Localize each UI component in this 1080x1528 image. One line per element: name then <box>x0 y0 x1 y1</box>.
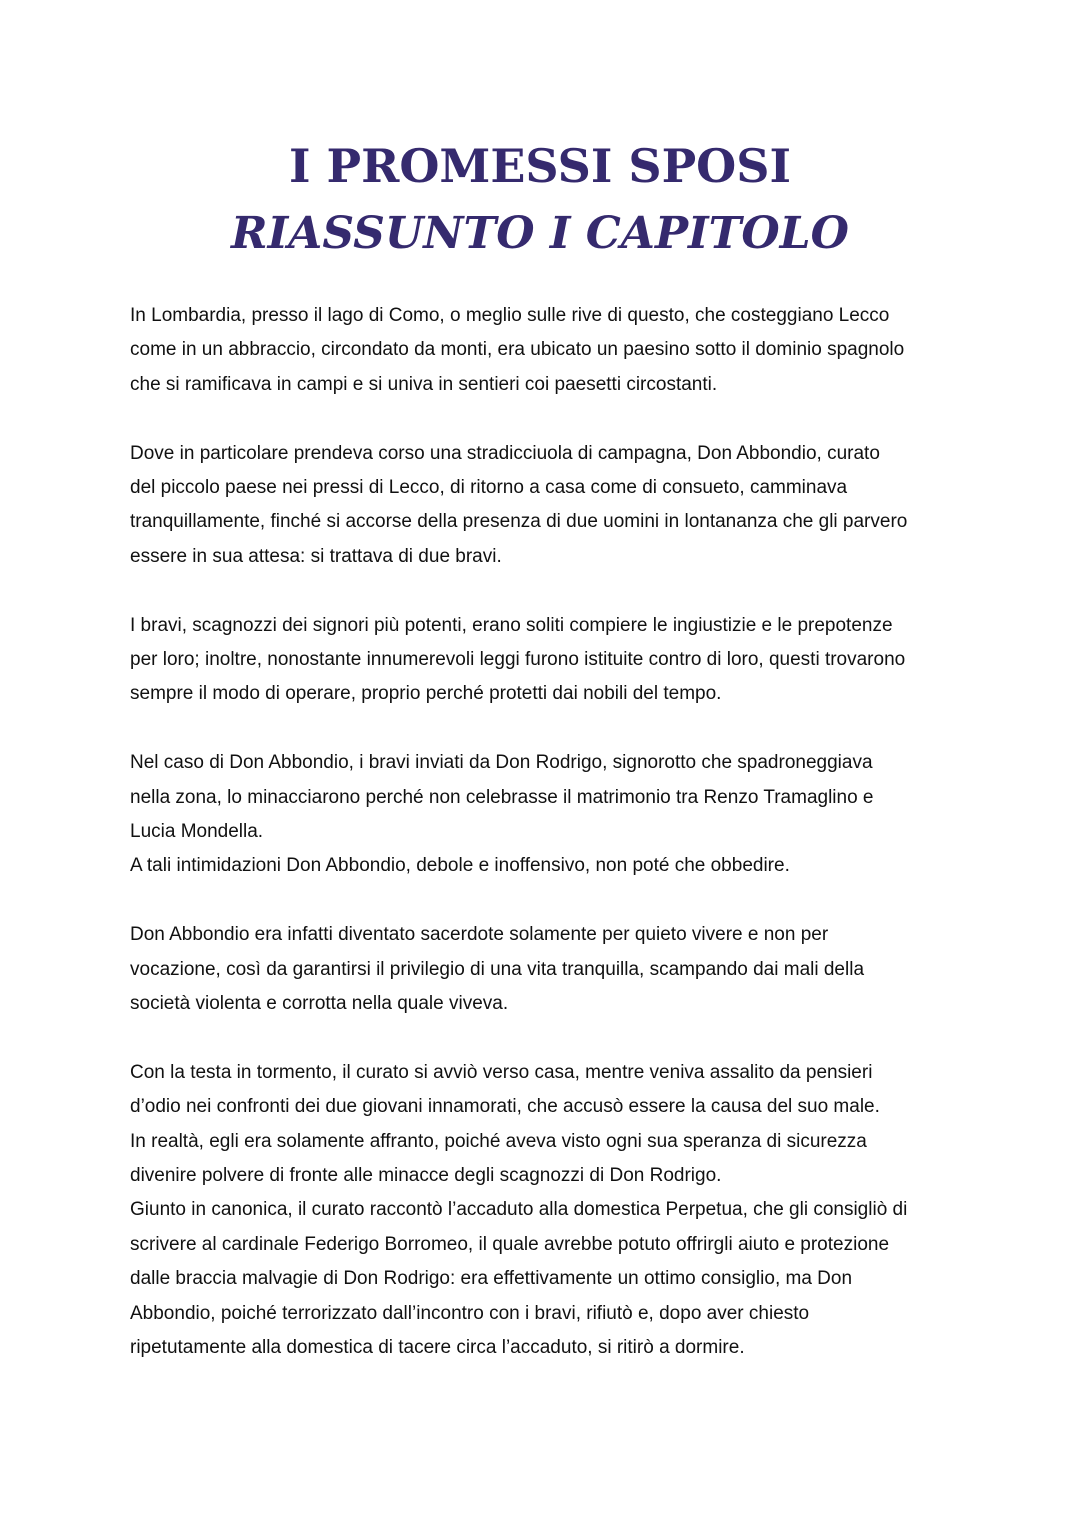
document-title: I PROMESSI SPOSI <box>289 139 791 193</box>
paragraph-line: ripetutamente alla domestica di tacere circa l’accaduto, si ritirò a dormire. <box>130 1337 745 1359</box>
paragraph-line: Nel caso di Don Abbondio, i bravi inviati da Don Rodrigo, signorotto che spadroneggiava <box>130 752 873 774</box>
paragraph-line: del piccolo paese nei pressi di Lecco, di ritorno a casa come di consueto, camminava <box>130 477 848 499</box>
paragraph-line: dalle braccia malvagie di Don Rodrigo: era effettivamente un ottimo consiglio, ma Don <box>130 1268 853 1290</box>
paragraph-line: tranquillamente, finché si accorse della presenza di due uomini in lontananza che gli parvero <box>130 511 908 533</box>
paragraph-line: Con la testa in tormento, il curato si avviò verso casa, mentre veniva assalito da pensieri <box>130 1061 873 1083</box>
paragraph-line: A tali intimidazioni Don Abbondio, debole e inoffensivo, non poté che obbedire. <box>130 855 790 877</box>
paragraph-line: Dove in particolare prendeva corso una stradicciuola di campagna, Don Abbondio, curato <box>130 442 880 464</box>
paragraph-line: d’odio nei confronti dei due giovani innamorati, che accusò essere la causa del suo male. <box>130 1096 880 1118</box>
document-body <box>130 299 960 1400</box>
paragraph-line: sempre il modo di operare, proprio perché protetti dai nobili del tempo. <box>130 683 722 705</box>
paragraph-line: come in un abbraccio, circondato da monti, era ubicato un paesino sotto il dominio spagnolo <box>130 339 905 361</box>
paragraph-1 <box>130 299 960 402</box>
paragraph-line: società violenta e corrotta nella quale viveva. <box>130 993 509 1015</box>
paragraph-5 <box>130 918 960 1021</box>
paragraph-line: nella zona, lo minacciarono perché non celebrasse il matrimonio tra Renzo Tramaglino e <box>130 786 874 808</box>
paragraph-line: essere in sua attesa: si trattava di due bravi. <box>130 545 502 567</box>
paragraph-4 <box>130 746 960 884</box>
paragraph-6 <box>130 1056 960 1366</box>
paragraph-line: Abbondio, poiché terrorizzato dall’incontro con i bravi, rifiutò e, dopo aver chiesto <box>130 1302 810 1324</box>
paragraph-line: In realtà, egli era solamente affranto, poiché aveva visto ogni sua speranza di sicurezza <box>130 1130 867 1152</box>
paragraph-3 <box>130 609 960 712</box>
paragraph-line: I bravi, scagnozzi dei signori più potenti, erano soliti compiere le ingiustizie e le prepotenze <box>130 614 893 636</box>
paragraph-line: In Lombardia, presso il lago di Como, o meglio sulle rive di questo, che costeggiano Lecco <box>130 305 890 326</box>
paragraph-2 <box>130 437 960 575</box>
paragraph-line: Giunto in canonica, il curato raccontò l’accaduto alla domestica Perpetua, che gli consigliò di <box>130 1199 908 1221</box>
paragraph-line: per loro; inoltre, nonostante innumerevoli leggi furono istituite contro di loro, questi trovarono <box>130 649 906 671</box>
paragraph-line: divenire polvere di fronte alle minacce degli scagnozzi di Don Rodrigo. <box>130 1165 722 1187</box>
paragraph-line: vocazione, così da garantirsi il privilegio di una vita tranquilla, scampando dai mali della <box>130 958 865 980</box>
document-subtitle: RIASSUNTO I CAPITOLO <box>231 208 849 259</box>
paragraph-line: che si ramificava in campi e si univa in sentieri coi paesetti circostanti. <box>130 373 718 395</box>
paragraph-line: Lucia Mondella. <box>130 821 264 843</box>
paragraph-line: Don Abbondio era infatti diventato sacerdote solamente per quieto vivere e non per <box>130 924 829 946</box>
paragraph-line: scrivere al cardinale Federigo Borromeo, il quale avrebbe potuto offrirgli aiuto e protezione <box>130 1233 890 1255</box>
